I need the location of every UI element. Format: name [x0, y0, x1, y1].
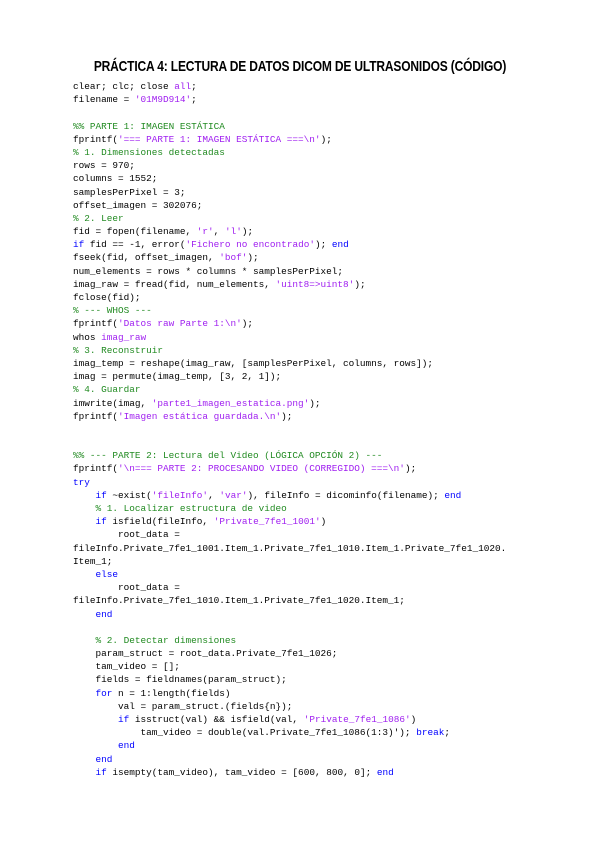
code-line — [73, 383, 543, 396]
code-text: fid = fopen(filename, — [73, 226, 197, 238]
page-title: PRÁCTICA 4: LECTURA DE DATOS DICOM DE ULTRASONIDOS (CÓDIGO) — [93, 58, 507, 75]
code-text: ); — [404, 463, 417, 475]
code-string: 'Imagen estática guardada.\n' — [118, 410, 282, 422]
code-text: tam_video = []; — [73, 661, 180, 673]
code-string: 'Fichero no encontrado' — [185, 239, 315, 251]
code-line — [73, 489, 543, 502]
code-text — [73, 569, 96, 580]
code-line — [73, 739, 543, 752]
code-text: param_struct = root_data.Private_7fe1_1026; — [73, 648, 338, 660]
code-text — [73, 490, 96, 501]
code-comment: %% --- PARTE 2: Lectura del Video (LÓGICA OPCIÓN 2) --- — [73, 450, 383, 462]
code-keyword: for — [95, 687, 113, 699]
code-string: 'Datos raw Parte 1:\n' — [118, 318, 242, 330]
code-text: ); — [309, 397, 321, 409]
code-text: fprintf( — [73, 318, 119, 330]
code-text: fid == -1, error( — [84, 239, 186, 251]
code-line — [73, 753, 543, 766]
code-line — [73, 594, 543, 607]
code-string: 'l' — [224, 226, 242, 238]
code-line — [73, 212, 543, 225]
code-text — [73, 754, 96, 765]
code-keyword: end — [95, 608, 113, 620]
code-text: imag_raw = fread(fid, num_elements, — [73, 278, 276, 290]
code-line — [73, 462, 543, 475]
code-text: fprintf( — [73, 410, 119, 422]
code-line — [73, 621, 543, 634]
code-text: filename = — [73, 94, 135, 106]
code-line — [73, 766, 543, 779]
code-text — [73, 740, 118, 751]
code-text: fileInfo.Private_7fe1_1001.Item_1.Private_7fe1_1010.Item_1.Private_7fe1_1020. — [73, 542, 507, 554]
code-text: fileInfo.Private_7fe1_1010.Item_1.Private_7fe1_1020.Item_1; — [73, 595, 405, 607]
code-line — [73, 449, 543, 462]
code-keyword: try — [73, 476, 90, 488]
code-line — [73, 568, 543, 581]
code-line — [73, 423, 543, 436]
code-text: fprintf( — [73, 133, 119, 145]
code-comment: % 2. Leer — [73, 212, 124, 224]
code-text: val = param_struct.(fields{n}); — [73, 700, 293, 712]
code-text: whos — [73, 331, 102, 343]
code-line — [73, 397, 543, 410]
code-text: fclose(fid); — [73, 292, 141, 303]
code-line — [73, 713, 543, 726]
code-string: '01M9D914' — [134, 94, 192, 106]
code-keyword: end — [331, 239, 349, 251]
code-keyword: if — [95, 516, 107, 528]
code-line — [73, 93, 543, 106]
code-line — [73, 673, 543, 686]
code-text: isempty(tam_video), tam_video = [600, 800, 0]; — [106, 766, 377, 778]
code-line — [73, 634, 543, 647]
code-line — [73, 502, 543, 515]
code-text: fields = fieldnames(param_struct); — [73, 674, 287, 686]
code-string: 'bof' — [219, 252, 248, 264]
code-text: isstruct(val) && isfield(val, — [129, 714, 304, 725]
code-line — [73, 80, 543, 93]
code-text: n = 1:length(fields) — [112, 687, 231, 699]
code-keyword: end — [444, 489, 462, 501]
code-keyword: if — [118, 714, 130, 725]
code-line — [73, 106, 543, 119]
code-text: isfield(fileInfo, — [106, 516, 214, 528]
code-line — [73, 555, 543, 568]
code-line — [73, 700, 543, 713]
code-keyword: end — [376, 766, 394, 778]
code-string: 'fileInfo' — [151, 489, 209, 501]
code-string: 'Private_7fe1_1001' — [213, 516, 321, 528]
code-line — [73, 515, 543, 528]
code-comment: %% PARTE 1: IMAGEN ESTÁTICA — [73, 120, 225, 132]
code-string: 'r' — [196, 226, 214, 238]
code-keyword: else — [95, 568, 119, 580]
code-string: 'Private_7fe1_1086' — [303, 714, 411, 725]
code-keyword: if — [73, 239, 85, 251]
code-line — [73, 647, 543, 660]
code-keyword: break — [416, 727, 445, 739]
code-text: tam_video = double(val.Private_7fe1_1086(1:3)'); — [73, 727, 417, 739]
code-text: ); — [241, 318, 254, 330]
code-line — [73, 726, 543, 739]
code-keyword: end — [118, 740, 135, 752]
code-comment: % 3. Reconstruir — [73, 344, 164, 356]
code-text: samplesPerPixel = 3; — [73, 186, 186, 198]
code-text: ); — [314, 239, 332, 251]
code-text: imag = permute(imag_temp, [3, 2, 1]); — [73, 371, 282, 383]
code-line — [73, 120, 543, 133]
code-text: ) — [410, 714, 417, 725]
code-text — [73, 635, 96, 646]
code-text — [73, 767, 96, 778]
code-text — [73, 609, 96, 620]
code-keyword: if — [95, 766, 107, 778]
code-text: rows = 970; — [73, 160, 135, 172]
code-text: fseek(fid, offset_imagen, — [73, 252, 220, 264]
code-text: ); — [354, 278, 366, 290]
code-text: imwrite(imag, — [73, 397, 152, 409]
code-text: num_elements = rows * columns * samplesPerPixel; — [73, 265, 344, 277]
code-string: all — [174, 81, 192, 92]
code-comment: % 1. Dimensiones detectadas — [73, 146, 225, 158]
code-keyword: if — [95, 489, 107, 501]
code-text — [73, 688, 96, 699]
code-keyword: end — [95, 753, 113, 765]
code-line — [73, 133, 543, 146]
code-text: , — [213, 226, 225, 238]
code-text: imag_temp = reshape(imag_raw, [samplesPerPixel, columns, rows]); — [73, 357, 434, 369]
code-text — [73, 516, 96, 527]
code-line — [73, 146, 543, 159]
code-text: ; — [191, 81, 197, 92]
code-comment: % 1. Localizar estructura de video — [95, 503, 287, 514]
code-line — [73, 581, 543, 594]
code-line — [73, 687, 543, 700]
code-comment: % 4. Guardar — [73, 384, 141, 396]
code-comment: % --- WHOS --- — [73, 305, 152, 317]
code-line — [73, 357, 543, 370]
code-line — [73, 370, 543, 383]
code-text — [73, 503, 96, 514]
code-line — [73, 304, 543, 317]
code-text: clear; clc; close — [73, 81, 175, 92]
code-comment: % 2. Detectar dimensiones — [95, 634, 237, 646]
code-line — [73, 331, 543, 344]
code-text: ); — [320, 133, 332, 145]
code-line — [73, 542, 543, 555]
code-line — [73, 199, 543, 212]
code-text: ); — [241, 226, 254, 238]
code-text — [73, 714, 118, 725]
code-text: ); — [247, 252, 259, 264]
code-line — [73, 225, 543, 238]
code-line — [73, 186, 543, 199]
code-text: offset_imagen = 302076; — [73, 199, 203, 211]
code-line — [73, 291, 543, 304]
code-line — [73, 528, 543, 541]
code-line — [73, 344, 543, 357]
code-string: '=== PARTE 1: IMAGEN ESTÁTICA ===\n' — [118, 133, 321, 145]
code-text: ); — [281, 410, 293, 422]
code-text: columns = 1552; — [73, 173, 158, 185]
code-text: fprintf( — [73, 463, 119, 475]
code-text: ; — [191, 94, 197, 106]
code-string: 'uint8=>uint8' — [275, 278, 355, 290]
code-text: ) — [320, 516, 327, 528]
code-string: 'parte1_imagen_estatica.png' — [151, 397, 310, 409]
code-line — [73, 238, 543, 251]
code-text: , — [208, 489, 220, 501]
code-line — [73, 159, 543, 172]
code-line — [73, 608, 543, 621]
code-text: ), fileInfo = dicominfo(filename); — [247, 489, 445, 501]
code-text: root_data = — [73, 582, 180, 594]
code-line — [73, 660, 543, 673]
code-line — [73, 172, 543, 185]
code-line — [73, 476, 543, 489]
code-string: 'var' — [219, 489, 248, 501]
code-listing — [73, 80, 543, 779]
code-text: Item_1; — [73, 555, 113, 567]
code-line — [73, 251, 543, 264]
code-text: ~exist( — [106, 489, 152, 501]
code-line — [73, 436, 543, 449]
code-text: root_data = — [73, 529, 180, 541]
code-line — [73, 410, 543, 423]
code-line — [73, 278, 543, 291]
code-text: ; — [444, 727, 450, 739]
code-string: imag_raw — [101, 331, 147, 343]
code-string: '\n=== PARTE 2: PROCESANDO VIDEO (CORREGIDO) ===\n' — [118, 463, 405, 475]
code-line — [73, 317, 543, 330]
code-line — [73, 265, 543, 278]
